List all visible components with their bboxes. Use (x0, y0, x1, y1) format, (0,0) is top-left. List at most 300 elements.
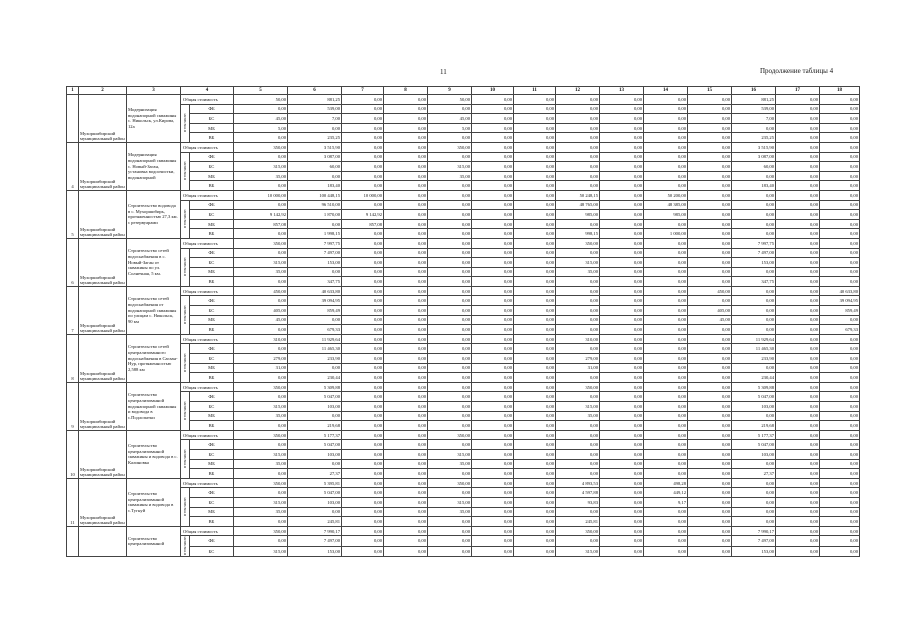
value-cell: 0,00 (688, 181, 732, 191)
value-cell: 0,00 (820, 536, 860, 546)
value-cell: 450,00 (234, 286, 288, 296)
value-cell: 0,00 (384, 334, 428, 344)
value-cell: 0,00 (644, 248, 688, 258)
including-label: в том числе: (183, 305, 187, 325)
value-cell: 0,00 (342, 488, 384, 498)
value-cell: 0,00 (732, 315, 776, 325)
value-cell: 0,00 (234, 133, 288, 143)
value-cell: 50,00 (234, 95, 288, 105)
value-cell: 0,00 (732, 123, 776, 133)
value-cell: 0,00 (428, 296, 472, 306)
value-cell: 0,00 (732, 478, 776, 488)
value-cell: 0,00 (514, 363, 556, 373)
value-cell: 0,00 (472, 497, 514, 507)
value-cell: 0,00 (428, 392, 472, 402)
value-cell: 0,00 (428, 248, 472, 258)
value-cell: 0,00 (776, 200, 820, 210)
value-cell: 0,00 (644, 449, 688, 459)
value-cell: 0,00 (820, 526, 860, 536)
value-cell: 0,00 (472, 449, 514, 459)
value-cell: 350,00 (234, 430, 288, 440)
column-number: 4 (181, 87, 234, 95)
including-label-cell (181, 488, 190, 526)
value-cell: 0,00 (776, 517, 820, 527)
value-cell: 7 497,00 (288, 248, 342, 258)
total-label: Общая стоимость (181, 526, 234, 536)
value-cell: 0,00 (384, 402, 428, 412)
value-cell: 0,00 (644, 219, 688, 229)
value-cell: 0,00 (384, 546, 428, 556)
value-cell: 0,00 (556, 142, 600, 152)
value-cell: 0,00 (514, 286, 556, 296)
source-label: ВБ (190, 325, 234, 335)
value-cell: 10 000,00 (342, 190, 384, 200)
district-name (79, 526, 127, 556)
column-number: 9 (428, 87, 472, 95)
value-cell: 0,00 (342, 354, 384, 364)
value-cell: 0,00 (820, 459, 860, 469)
table-row (67, 104, 860, 114)
value-cell: 0,00 (820, 497, 860, 507)
value-cell: 0,00 (688, 517, 732, 527)
value-cell: 0,00 (472, 536, 514, 546)
column-number: 18 (820, 87, 860, 95)
value-cell: 0,00 (776, 315, 820, 325)
value-cell: 10 000,00 (234, 190, 288, 200)
value-cell: 0,00 (600, 517, 644, 527)
value-cell: 0,00 (600, 354, 644, 364)
value-cell: 347,75 (288, 277, 342, 287)
value-cell: 35,00 (234, 171, 288, 181)
value-cell: 0,00 (644, 546, 688, 556)
value-cell: 0,00 (428, 315, 472, 325)
value-cell: 40 633,80 (820, 286, 860, 296)
value-cell: 0,00 (472, 306, 514, 316)
value-cell: 0,00 (472, 507, 514, 517)
value-cell: 0,00 (384, 181, 428, 191)
value-cell: 0,00 (428, 104, 472, 114)
budget-table (66, 86, 860, 557)
value-cell: 0,00 (732, 219, 776, 229)
value-cell: 0,00 (688, 238, 732, 248)
value-cell: 0,00 (644, 373, 688, 383)
value-cell: 0,00 (472, 114, 514, 124)
value-cell: 0,00 (600, 95, 644, 105)
value-cell: 985,00 (556, 210, 600, 220)
value-cell: 0,00 (288, 507, 342, 517)
table-row (67, 152, 860, 162)
including-label: в том числе: (183, 497, 187, 516)
value-cell: 0,00 (514, 507, 556, 517)
value-cell: 0,00 (732, 296, 776, 306)
value-cell: 0,00 (514, 210, 556, 220)
value-cell: 0,00 (288, 459, 342, 469)
value-cell: 0,00 (472, 142, 514, 152)
value-cell: 0,00 (600, 142, 644, 152)
value-cell: 0,00 (556, 306, 600, 316)
value-cell: 0,00 (732, 171, 776, 181)
value-cell: 0,00 (234, 440, 288, 450)
value-cell: 0,00 (644, 142, 688, 152)
value-cell: 0,00 (820, 382, 860, 392)
value-cell: 0,00 (342, 402, 384, 412)
value-cell: 153,00 (288, 546, 342, 556)
value-cell: 0,00 (514, 152, 556, 162)
source-label: ФБ (190, 152, 234, 162)
value-cell: 0,00 (514, 200, 556, 210)
source-label: МБ (190, 219, 234, 229)
source-label: ФБ (190, 536, 234, 546)
value-cell: 0,00 (514, 373, 556, 383)
table-row (67, 286, 860, 296)
value-cell: 0,00 (472, 267, 514, 277)
value-cell: 0,00 (644, 171, 688, 181)
value-cell: 0,00 (776, 277, 820, 287)
value-cell: 0,00 (776, 104, 820, 114)
value-cell: 0,00 (472, 171, 514, 181)
value-cell: 0,00 (776, 363, 820, 373)
value-cell: 0,00 (342, 104, 384, 114)
value-cell: 0,00 (688, 497, 732, 507)
value-cell: 0,00 (472, 277, 514, 287)
value-cell: 0,00 (384, 95, 428, 105)
value-cell: 0,00 (776, 190, 820, 200)
value-cell: 0,00 (556, 440, 600, 450)
value-cell: 219,68 (288, 421, 342, 431)
value-cell: 0,00 (342, 258, 384, 268)
value-cell: 0,00 (556, 296, 600, 306)
value-cell: 0,00 (342, 181, 384, 191)
value-cell: 0,00 (688, 258, 732, 268)
value-cell: 0,00 (600, 267, 644, 277)
value-cell: 1 998,15 (288, 229, 342, 239)
value-cell: 350,00 (556, 238, 600, 248)
value-cell: 9 142,92 (234, 210, 288, 220)
value-cell: 0,00 (600, 219, 644, 229)
total-label: Общая стоимость (181, 190, 234, 200)
value-cell: 0,00 (342, 152, 384, 162)
value-cell: 0,00 (384, 258, 428, 268)
value-cell: 11 465,30 (288, 344, 342, 354)
value-cell: 0,00 (342, 142, 384, 152)
value-cell: 0,00 (776, 440, 820, 450)
including-label: в том числе: (183, 401, 187, 420)
row-number (67, 95, 79, 143)
value-cell: 0,00 (514, 315, 556, 325)
value-cell: 0,00 (820, 315, 860, 325)
object-name: Строительство централизованной скважины и водовода в с.Тугнуй (127, 478, 181, 526)
value-cell: 0,00 (600, 363, 644, 373)
value-cell: 0,00 (776, 171, 820, 181)
value-cell: 39 094,95 (820, 296, 860, 306)
value-cell: 103,00 (288, 497, 342, 507)
row-number: 8 (67, 334, 79, 382)
value-cell: 11 929,64 (732, 334, 776, 344)
value-cell: 0,00 (600, 497, 644, 507)
value-cell: 0,00 (472, 382, 514, 392)
value-cell: 0,00 (472, 459, 514, 469)
value-cell: 0,00 (514, 478, 556, 488)
value-cell: 0,00 (428, 546, 472, 556)
column-number: 6 (288, 87, 342, 95)
object-name: Строительство сетей водоснабжения от водонапорной скважины по улицам с. Никольск, 90 км (127, 286, 181, 334)
source-label: МБ (190, 459, 234, 469)
value-cell: 539,00 (732, 104, 776, 114)
source-label: БС (190, 258, 234, 268)
value-cell: 0,00 (384, 104, 428, 114)
value-cell: 0,00 (732, 488, 776, 498)
row-number: 4 (67, 142, 79, 190)
value-cell: 679,33 (820, 325, 860, 335)
value-cell: 0,00 (688, 469, 732, 479)
value-cell: 0,00 (556, 181, 600, 191)
value-cell: 0,00 (644, 430, 688, 440)
value-cell: 0,00 (776, 142, 820, 152)
value-cell: 0,00 (342, 123, 384, 133)
total-label: Общая стоимость (181, 334, 234, 344)
value-cell: 11 465,30 (732, 344, 776, 354)
value-cell: 0,00 (600, 536, 644, 546)
value-cell: 0,00 (776, 354, 820, 364)
value-cell: 0,00 (776, 248, 820, 258)
value-cell: 219,68 (732, 421, 776, 431)
value-cell: 0,00 (688, 229, 732, 239)
value-cell: 315,00 (234, 546, 288, 556)
value-cell: 0,00 (234, 181, 288, 191)
value-cell: 0,00 (820, 152, 860, 162)
value-cell: 0,00 (514, 344, 556, 354)
value-cell: 0,00 (472, 517, 514, 527)
value-cell: 0,00 (472, 402, 514, 412)
source-label: ВБ (190, 133, 234, 143)
value-cell: 0,00 (514, 162, 556, 172)
value-cell: 0,00 (776, 210, 820, 220)
value-cell: 0,00 (472, 392, 514, 402)
value-cell: 0,00 (514, 238, 556, 248)
including-label-cell (181, 296, 190, 334)
value-cell: 0,00 (384, 114, 428, 124)
value-cell: 0,00 (288, 123, 342, 133)
total-label: Общая стоимость (181, 238, 234, 248)
value-cell: 0,00 (384, 354, 428, 364)
value-cell: 100 448,15 (288, 190, 342, 200)
value-cell: 0,00 (820, 402, 860, 412)
value-cell: 0,00 (776, 229, 820, 239)
value-cell: 0,00 (234, 344, 288, 354)
table-row (67, 248, 860, 258)
value-cell: 0,00 (644, 238, 688, 248)
value-cell: 0,00 (472, 181, 514, 191)
value-cell: 0,00 (472, 162, 514, 172)
including-label: в том числе: (183, 209, 187, 229)
value-cell: 0,00 (600, 325, 644, 335)
column-number: 15 (688, 87, 732, 95)
source-label: БС (190, 546, 234, 556)
value-cell: 0,00 (556, 344, 600, 354)
column-number: 14 (644, 87, 688, 95)
value-cell: 0,00 (600, 478, 644, 488)
value-cell: 0,00 (288, 171, 342, 181)
value-cell: 0,00 (428, 517, 472, 527)
value-cell: 245,81 (556, 517, 600, 527)
value-cell: 0,00 (342, 478, 384, 488)
value-cell: 0,00 (776, 238, 820, 248)
value-cell: 0,00 (556, 430, 600, 440)
value-cell: 0,00 (384, 190, 428, 200)
value-cell: 0,00 (234, 517, 288, 527)
value-cell: 4 597,88 (556, 488, 600, 498)
source-label: ФБ (190, 440, 234, 450)
value-cell: 0,00 (820, 421, 860, 431)
value-cell: 0,00 (384, 411, 428, 421)
value-cell: 35,00 (234, 411, 288, 421)
table-row (67, 200, 860, 210)
total-label: Общая стоимость (181, 478, 234, 488)
value-cell: 35,00 (428, 171, 472, 181)
value-cell: 48 765,00 (556, 200, 600, 210)
value-cell: 0,00 (600, 469, 644, 479)
total-label: Общая стоимость (181, 430, 234, 440)
value-cell: 45,00 (234, 315, 288, 325)
value-cell: 0,00 (514, 181, 556, 191)
including-label: в том числе: (183, 536, 187, 556)
value-cell: 0,00 (600, 402, 644, 412)
value-cell: 0,00 (342, 114, 384, 124)
value-cell: 0,00 (514, 526, 556, 536)
value-cell: 0,00 (514, 354, 556, 364)
value-cell: 0,00 (820, 142, 860, 152)
value-cell: 350,00 (234, 238, 288, 248)
value-cell: 0,00 (688, 488, 732, 498)
value-cell: 0,00 (472, 152, 514, 162)
value-cell: 60,00 (732, 162, 776, 172)
value-cell: 0,00 (384, 449, 428, 459)
including-label-cell (181, 248, 190, 286)
value-cell: 0,00 (776, 306, 820, 316)
value-cell: 0,00 (820, 478, 860, 488)
value-cell: 1 000,00 (644, 229, 688, 239)
value-cell: 0,00 (342, 421, 384, 431)
total-label: Общая стоимость (181, 382, 234, 392)
value-cell: 449,12 (644, 488, 688, 498)
value-cell: 0,00 (688, 171, 732, 181)
value-cell: 0,00 (820, 258, 860, 268)
value-cell: 0,00 (472, 200, 514, 210)
value-cell: 0,00 (384, 430, 428, 440)
value-cell: 0,00 (820, 200, 860, 210)
value-cell: 0,00 (384, 382, 428, 392)
value-cell: 0,00 (428, 258, 472, 268)
value-cell: 5,00 (234, 123, 288, 133)
value-cell: 0,00 (732, 411, 776, 421)
value-cell: 350,00 (428, 478, 472, 488)
value-cell: 0,00 (600, 526, 644, 536)
value-cell: 0,00 (820, 229, 860, 239)
column-number: 8 (384, 87, 428, 95)
value-cell: 0,00 (820, 469, 860, 479)
value-cell: 0,00 (384, 306, 428, 316)
value-cell: 5 047,00 (732, 440, 776, 450)
value-cell: 0,00 (688, 421, 732, 431)
district-name: Мухоршибирский муниципальный район (79, 478, 127, 526)
value-cell: 0,00 (820, 449, 860, 459)
value-cell: 0,00 (514, 497, 556, 507)
value-cell: 0,00 (384, 267, 428, 277)
source-label: ФБ (190, 248, 234, 258)
value-cell: 0,00 (384, 315, 428, 325)
value-cell: 183,40 (288, 181, 342, 191)
value-cell: 0,00 (428, 334, 472, 344)
value-cell: 0,00 (428, 325, 472, 335)
value-cell: 9 142,92 (342, 210, 384, 220)
value-cell: 0,00 (600, 306, 644, 316)
value-cell: 0,00 (514, 392, 556, 402)
value-cell: 0,00 (472, 469, 514, 479)
value-cell: 0,00 (688, 411, 732, 421)
value-cell: 0,00 (644, 334, 688, 344)
object-name: Строительство централизованной скважины и водовода в с. Калиновка (127, 430, 181, 478)
column-number: 17 (776, 87, 820, 95)
source-label: ВБ (190, 277, 234, 287)
source-label: БС (190, 402, 234, 412)
value-cell: 0,00 (688, 478, 732, 488)
value-cell: 0,00 (644, 325, 688, 335)
value-cell: 31,00 (234, 363, 288, 373)
value-cell: 0,00 (472, 354, 514, 364)
total-label: Общая стоимость (181, 95, 234, 105)
value-cell: 0,00 (384, 123, 428, 133)
value-cell: 0,00 (514, 536, 556, 546)
value-cell: 0,00 (384, 363, 428, 373)
value-cell: 857,08 (234, 219, 288, 229)
district-name: Мухоршибирский муниципальный район (79, 382, 127, 430)
value-cell: 0,00 (384, 171, 428, 181)
value-cell: 5 309,88 (288, 382, 342, 392)
value-cell: 0,00 (288, 411, 342, 421)
value-cell: 0,00 (600, 546, 644, 556)
value-cell: 0,00 (776, 488, 820, 498)
column-number: 13 (600, 87, 644, 95)
value-cell: 0,00 (820, 373, 860, 383)
value-cell: 35,00 (556, 411, 600, 421)
value-cell: 0,00 (644, 162, 688, 172)
value-cell: 0,00 (514, 334, 556, 344)
value-cell: 0,00 (514, 229, 556, 239)
value-cell: 245,81 (288, 517, 342, 527)
value-cell: 0,00 (732, 507, 776, 517)
value-cell: 0,00 (472, 430, 514, 440)
value-cell: 3 515,90 (288, 142, 342, 152)
value-cell: 0,00 (688, 354, 732, 364)
column-number: 1 (67, 87, 79, 95)
value-cell: 0,00 (776, 258, 820, 268)
value-cell: 0,00 (776, 133, 820, 143)
value-cell: 0,00 (384, 469, 428, 479)
value-cell: 0,00 (384, 296, 428, 306)
value-cell: 0,00 (820, 162, 860, 172)
value-cell: 0,00 (384, 325, 428, 335)
value-cell: 0,00 (644, 306, 688, 316)
value-cell: 0,00 (644, 286, 688, 296)
value-cell: 0,00 (820, 104, 860, 114)
district-name: Мухоршибирский муниципальный район (79, 430, 127, 478)
value-cell: 0,00 (384, 536, 428, 546)
value-cell: 0,00 (514, 95, 556, 105)
value-cell: 0,00 (644, 517, 688, 527)
value-cell: 0,00 (600, 392, 644, 402)
value-cell: 0,00 (342, 363, 384, 373)
value-cell: 0,00 (342, 344, 384, 354)
